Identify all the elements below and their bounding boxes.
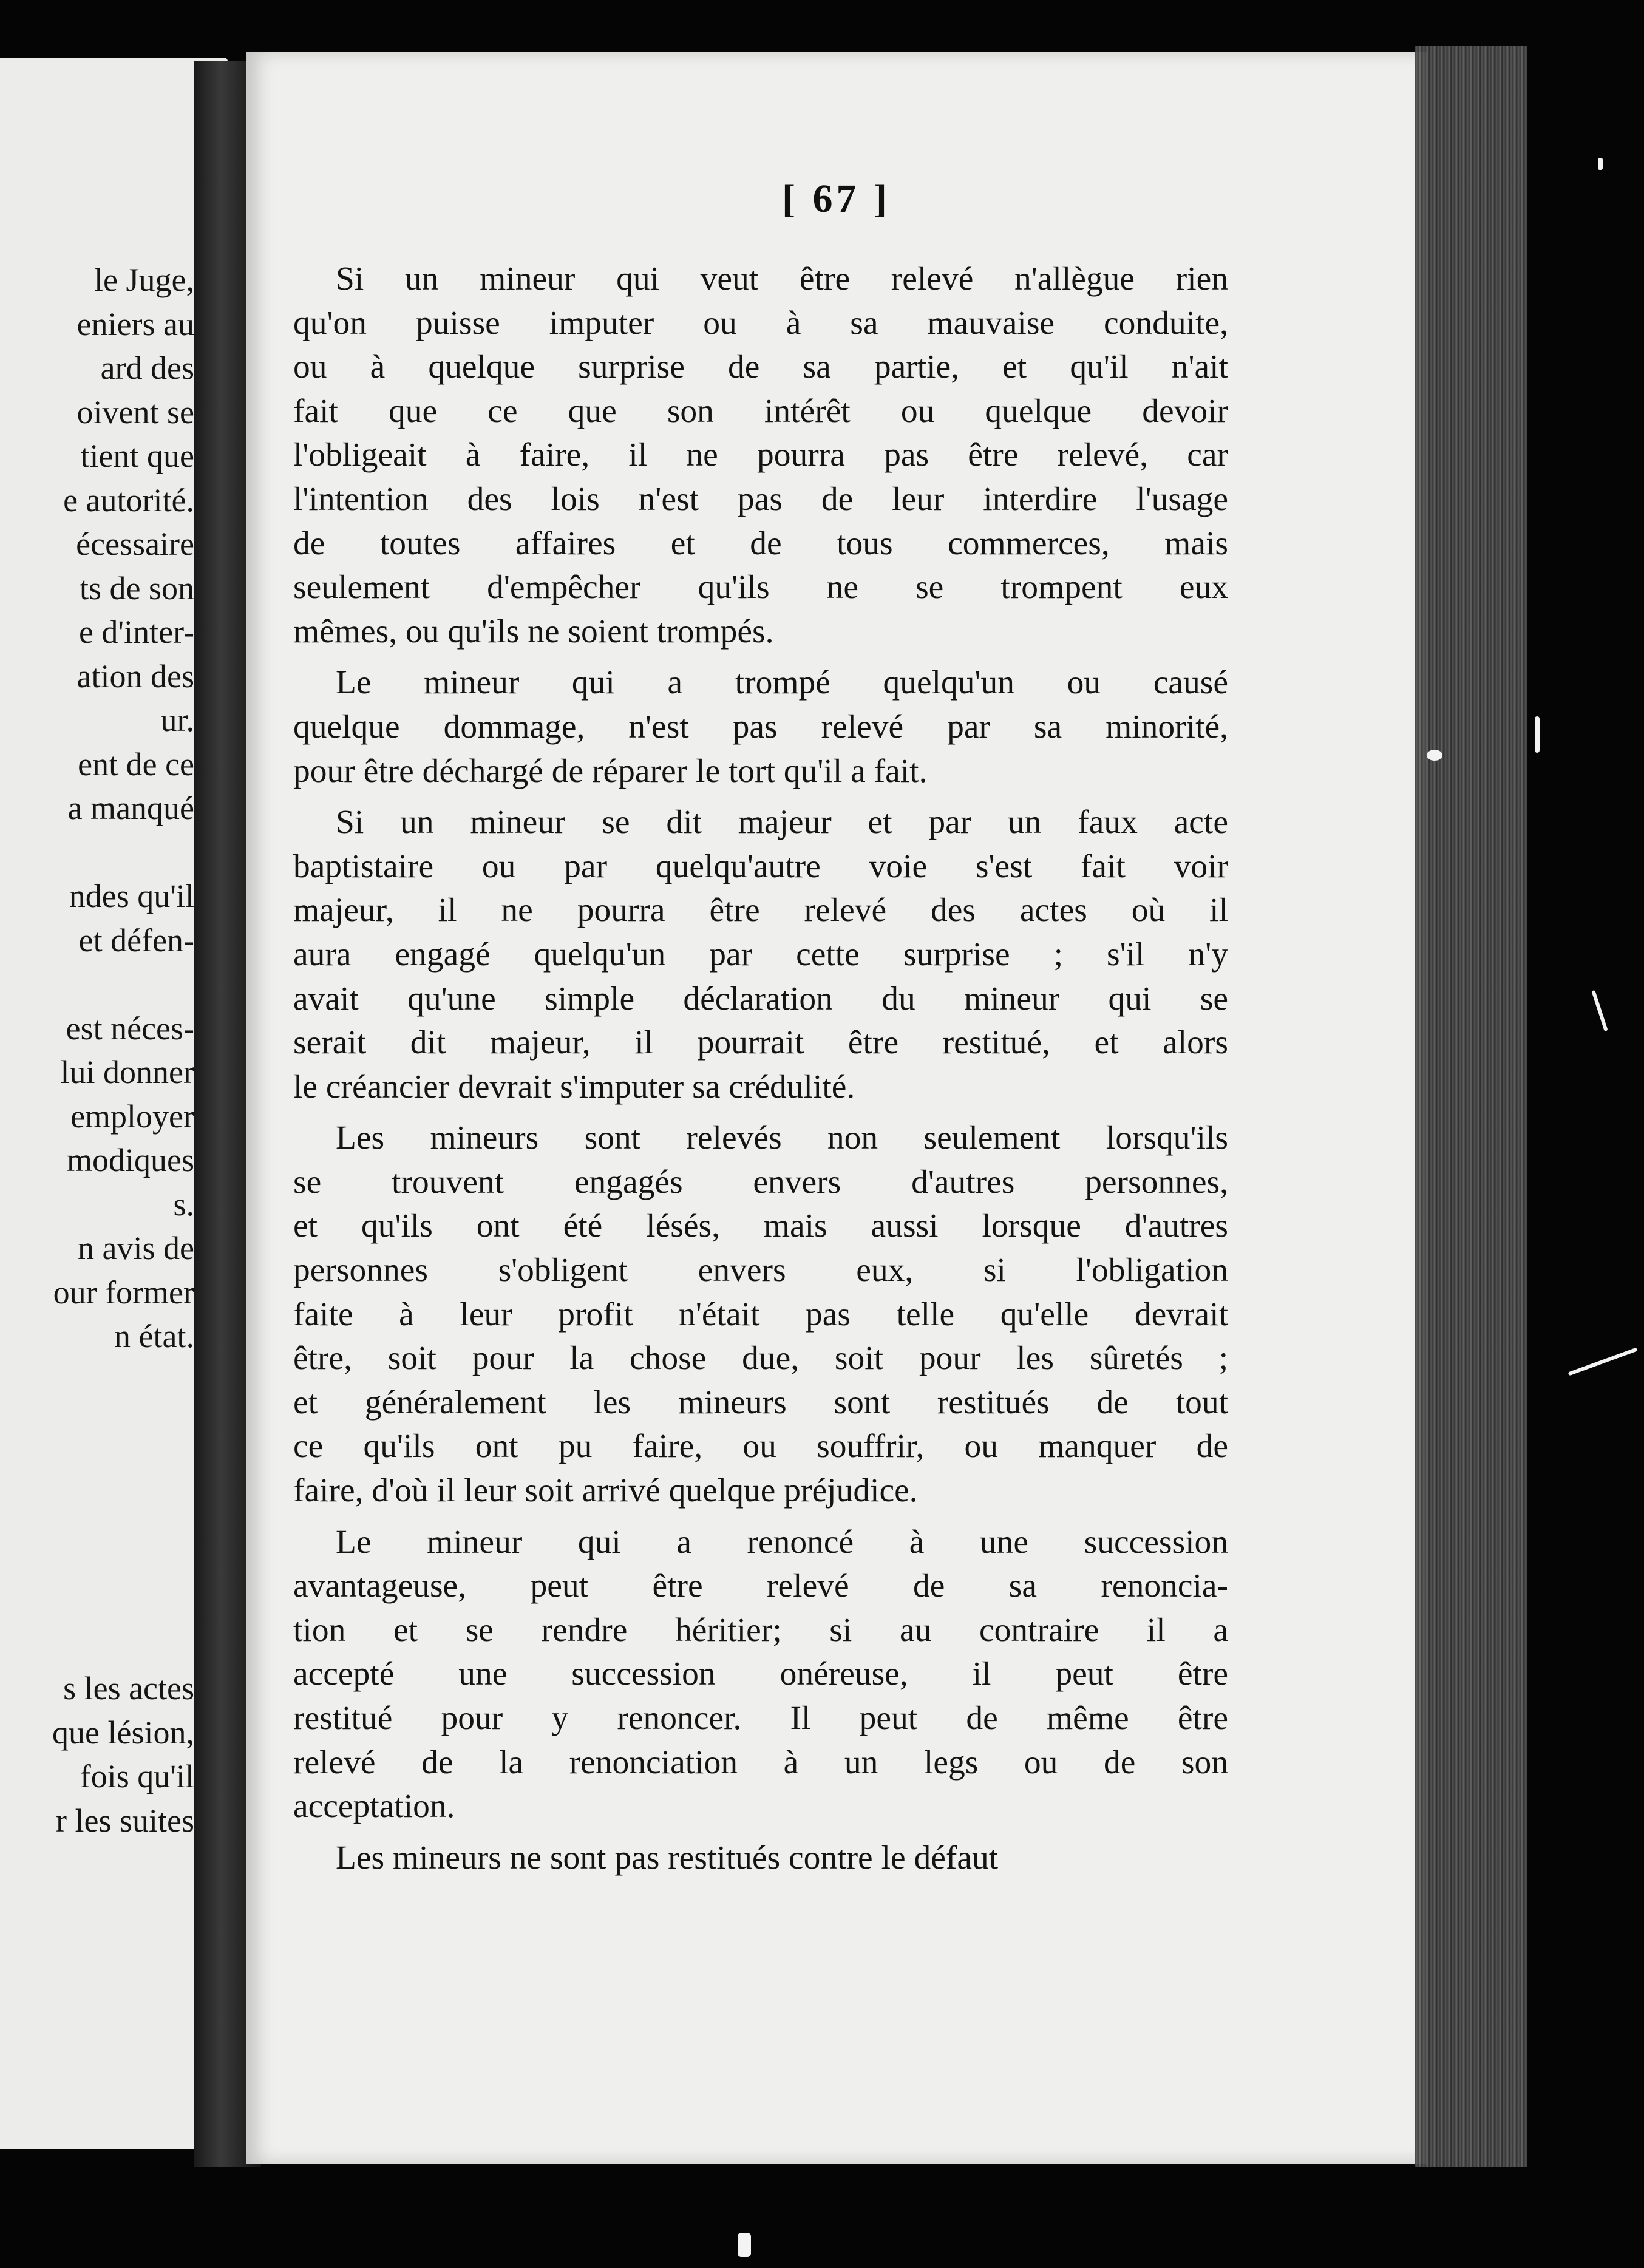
text-line: acceptation.	[293, 1788, 455, 1825]
previous-page-line: écessaire	[76, 526, 194, 562]
previous-page-line: que lésion,	[52, 1714, 194, 1751]
scan-speck	[1598, 158, 1603, 170]
text-line: Si un mineur se dit majeur et par un faux acte	[336, 804, 1228, 841]
previous-page-fragment	[0, 58, 228, 2149]
previous-page-line: est néces-	[66, 1010, 194, 1047]
page-block-edge	[1415, 46, 1527, 2167]
page-body-text	[293, 257, 1228, 1880]
previous-page-line: e autorité.	[63, 481, 194, 518]
previous-page-line: our former	[53, 1274, 194, 1311]
text-line: relevé de la renonciation à un legs ou de son	[293, 1743, 1228, 1781]
text-line: Le mineur qui a renoncé à une succession	[336, 1523, 1228, 1561]
text-line: de toutes affaires et de tous commerces, mais	[293, 525, 1228, 562]
text-line: faite à leur profit n'était pas telle qu'elle devrait	[293, 1295, 1228, 1333]
previous-page-line	[0, 1447, 194, 1491]
previous-page-line	[0, 1535, 194, 1579]
text-line: être, soit pour la chose due, soit pour les sûretés ;	[293, 1340, 1228, 1377]
previous-page-line: n état.	[114, 1318, 194, 1354]
previous-page-line	[0, 1402, 194, 1447]
previous-page-line: ts de son	[80, 569, 194, 606]
previous-page-line	[0, 1578, 194, 1623]
previous-page-line: n avis de	[78, 1230, 194, 1266]
previous-page-line: et défen-	[78, 922, 194, 959]
previous-page-line: lui donner	[60, 1054, 194, 1090]
text-line: quelque dommage, n'est pas relevé par sa minorité,	[293, 708, 1228, 745]
text-line: se trouvent engagés envers d'autres personnes,	[293, 1163, 1228, 1201]
paragraph-gap	[293, 1109, 1228, 1116]
text-line: serait dit majeur, il pourrait être restitué, et alors	[293, 1024, 1228, 1062]
paragraph	[293, 257, 1228, 654]
text-line: tion et se rendre héritier; si au contraire il a	[293, 1611, 1228, 1649]
previous-page-line: oivent se	[76, 393, 194, 430]
previous-page-line: e d'inter-	[78, 614, 194, 650]
scan-speck	[1568, 1348, 1638, 1376]
scan-speck	[1591, 990, 1608, 1031]
previous-page-text	[0, 258, 194, 1842]
text-line: restitué pour y renoncer. Il peut de même être	[293, 1700, 1228, 1737]
text-line: mêmes, ou qu'ils ne soient trompés.	[293, 613, 774, 650]
paragraph-gap	[293, 654, 1228, 661]
previous-page-line: s.	[173, 1186, 194, 1223]
paragraph	[293, 801, 1228, 1109]
paragraph	[293, 661, 1228, 793]
text-line: Les mineurs sont relevés non seulement lorsqu'ils	[336, 1119, 1228, 1157]
previous-page-line: tient que	[80, 438, 194, 474]
text-line: personnes s'obligent envers eux, si l'obligation	[293, 1252, 1228, 1289]
previous-page-line: s les actes	[63, 1670, 194, 1706]
text-line: baptistaire ou par quelqu'autre voie s'est fait voir	[293, 847, 1228, 885]
paragraph	[293, 1521, 1228, 1829]
text-line: ce qu'ils ont pu faire, ou souffrir, ou manquer de	[293, 1428, 1228, 1465]
scan-speck	[1427, 750, 1442, 761]
previous-page-line: a manqué	[67, 790, 194, 826]
text-line: pour être déchargé de réparer le tort qu'il a fait.	[293, 752, 928, 790]
previous-page-line	[0, 1623, 194, 1667]
text-line: Les mineurs ne sont pas restitués contre le défaut	[336, 1839, 999, 1876]
paragraph-gap	[293, 793, 1228, 801]
previous-page-line	[0, 962, 194, 1007]
text-line: et généralement les mineurs sont restitués de tout	[293, 1384, 1228, 1421]
text-line: le créancier devrait s'imputer sa crédulité.	[293, 1068, 855, 1105]
text-line: ou à quelque surprise de sa partie, et qu'il n'ait	[293, 348, 1228, 386]
previous-page-line: r les suites	[56, 1802, 194, 1839]
text-line: qu'on puisse imputer ou à sa mauvaise conduite,	[293, 304, 1228, 342]
text-line: l'intention des lois n'est pas de leur interdire l'usage	[293, 480, 1228, 518]
scan-speck	[738, 2233, 751, 2257]
previous-page-line: eniers au	[76, 305, 194, 342]
text-line: fait que ce que son intérêt ou quelque devoir	[293, 392, 1228, 430]
previous-page-line	[0, 1490, 194, 1535]
text-line: aura engagé quelqu'un par cette surprise ; s'il n'y	[293, 935, 1228, 973]
previous-page-line	[0, 830, 194, 875]
previous-page-line: ent de ce	[78, 745, 194, 783]
previous-page-line: employer	[70, 1098, 194, 1135]
previous-page-line	[0, 1359, 194, 1403]
previous-page-line: le Juge,	[94, 262, 194, 298]
previous-page-line: ur.	[160, 702, 194, 738]
scan-speck	[1535, 716, 1540, 753]
text-line: faire, d'où il leur soit arrivé quelque préjudice.	[293, 1472, 918, 1510]
page-number: [ 67 ]	[782, 177, 891, 221]
previous-page-line: ation des	[76, 657, 194, 694]
text-line: seulement d'empêcher qu'ils ne se trompent eux	[293, 569, 1228, 606]
paragraph-gap	[293, 1513, 1228, 1521]
text-line: l'obligeait à faire, il ne pourra pas être relevé, car	[293, 436, 1228, 474]
text-line: avantageuse, peut être relevé de sa renoncia-	[293, 1567, 1228, 1605]
previous-page-line: fois qu'il	[80, 1758, 194, 1794]
text-line: Le mineur qui a trompé quelqu'un ou causé	[336, 664, 1228, 702]
text-line: majeur, il ne pourra être relevé des actes où il	[293, 892, 1228, 929]
previous-page-line: ndes qu'il	[69, 878, 194, 914]
paragraph	[293, 1836, 1228, 1881]
paragraph-gap	[293, 1829, 1228, 1836]
text-line: et qu'ils ont été lésés, mais aussi lorsque d'autres	[293, 1207, 1228, 1245]
previous-page-line: ard des	[100, 350, 194, 386]
text-line: avait qu'une simple déclaration du mineur qui se	[293, 980, 1228, 1017]
text-line: accepté une succession onéreuse, il peut être	[293, 1655, 1228, 1693]
text-line: Si un mineur qui veut être relevé n'allègue rien	[336, 260, 1228, 297]
previous-page-line: modiques	[67, 1142, 194, 1178]
paragraph	[293, 1116, 1228, 1513]
